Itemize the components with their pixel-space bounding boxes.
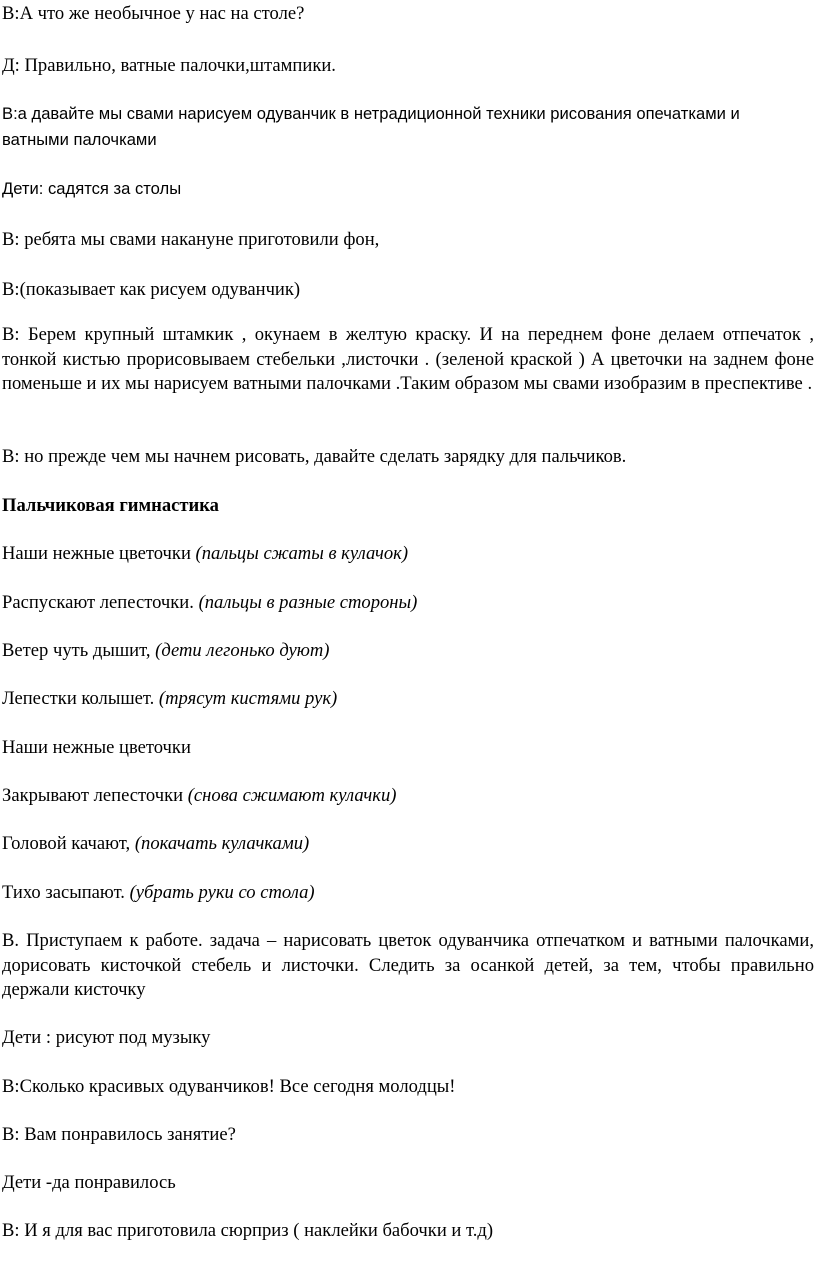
- gymnastics-line: [2, 542, 814, 566]
- gymnastics-note: (покачать кулачками): [134, 833, 310, 854]
- line-background-prepared: В: ребята мы свами накануне приготовили фон,: [2, 229, 380, 250]
- line-praise: В:Сколько красивых одуванчиков! Все сегодня молодцы!: [2, 1076, 456, 1097]
- paragraph-task: В. Приступаем к работе. задача – нарисовать цветок одуванчика отпечатком и ватными палочками, дорисовать кисточкой стебель и листочки. Следить за осанкой детей, за тем, чтобы правильно держали кисточку: [2, 930, 814, 1000]
- gymnastics-note: (дети легонько дуют): [155, 640, 330, 661]
- gymnastics-note: (пальцы сжаты в кулачок): [195, 543, 409, 564]
- gymnastics-line: [2, 784, 814, 808]
- line-lets-draw: В:а давайте мы свами нарисуем одуванчик в нетрадиционной техники рисования опечатками и ватными палочками: [2, 104, 740, 149]
- line-liked-question: В: Вам понравилось занятие?: [2, 1124, 236, 1145]
- gymnastics-note: (убрать руки со стола): [129, 882, 315, 903]
- gymnastics-text: Ветер чуть дышит,: [2, 640, 156, 661]
- gymnastics-line: [2, 832, 814, 856]
- gymnastics-text: Тихо засыпают.: [2, 882, 130, 903]
- line-children-draw: Дети : рисуют под музыку: [2, 1027, 211, 1048]
- line-before-drawing: В: но прежде чем мы начнем рисовать, давайте сделать зарядку для пальчиков.: [2, 446, 627, 467]
- gymnastics-text: Закрывают лепесточки: [2, 785, 188, 806]
- line-surprise: В: И я для вас приготовила сюрприз ( наклейки бабочки и т.д): [2, 1220, 494, 1241]
- gymnastics-line: [2, 687, 814, 711]
- gymnastics-note: (пальцы в разные стороны): [198, 592, 418, 613]
- gymnastics-text: Распускают лепесточки.: [2, 592, 199, 613]
- gymnastics-line: [2, 736, 814, 760]
- gymnastics-text: Головой качают,: [2, 833, 135, 854]
- gymnastics-line: [2, 639, 814, 663]
- gymnastics-text: Лепестки колышет.: [2, 688, 159, 709]
- gymnastics-note: (трясут кистями рук): [158, 688, 338, 709]
- heading-finger-gymnastics: Пальчиковая гимнастика: [2, 495, 219, 516]
- line-children-answer: Д: Правильно, ватные палочки,штампики.: [2, 55, 336, 76]
- gymnastics-text: Наши нежные цветочки: [2, 737, 191, 758]
- gymnastics-note: (снова сжимают кулачки): [187, 785, 397, 806]
- gymnastics-line: [2, 881, 814, 905]
- paragraph-instructions: В: Берем крупный штамкик , окунаем в желтую краску. И на переднем фоне делаем отпечаток , тонкой кистью прорисовываем стебельки ,листочки . (зеленой краской ) А цветочки на заднем фоне поменьше и их мы нарисуем ватными палочками .Таким образом мы свами изобразим в преспективе .: [2, 324, 814, 394]
- line-question-table: В:А что же необычное у нас на столе?: [2, 3, 305, 24]
- line-demonstration: В:(показывает как рисуем одуванчик): [2, 279, 301, 300]
- line-children-liked: Дети -да понравилось: [2, 1172, 176, 1193]
- gymnastics-text: Наши нежные цветочки: [2, 543, 196, 564]
- gymnastics-line: [2, 591, 814, 615]
- line-children-sit: Дети: садятся за столы: [2, 179, 182, 198]
